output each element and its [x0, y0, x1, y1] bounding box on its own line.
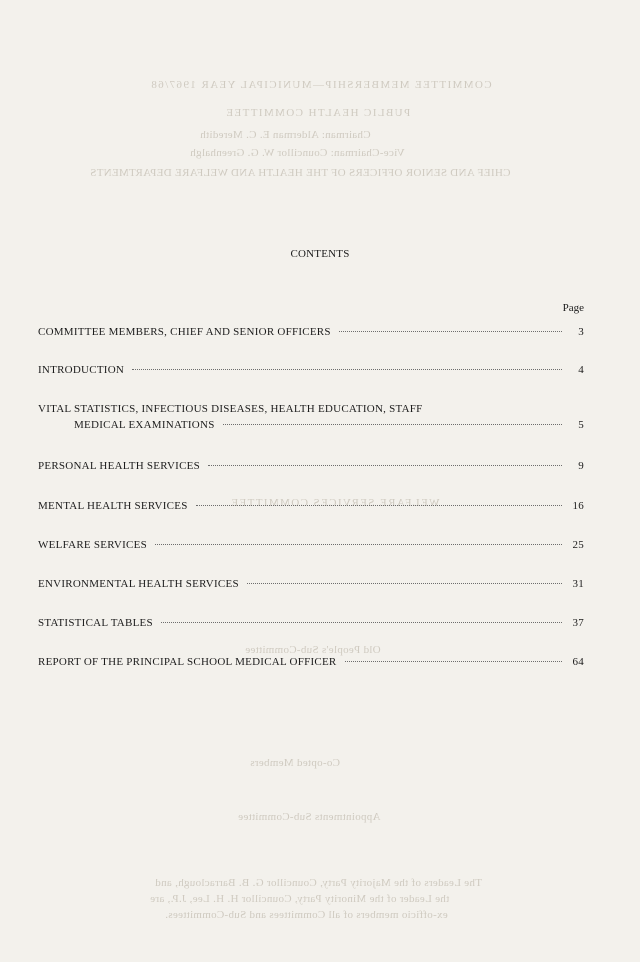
dot-leader	[196, 505, 562, 506]
toc-entry-label: INTRODUCTION	[38, 364, 125, 376]
ghost-line: Chairman: Alderman E. C. Meredith	[200, 129, 371, 141]
ghost-line: Appointments Sub-Committee	[238, 811, 381, 823]
toc-entry	[38, 656, 584, 668]
toc-entry-page: 5	[578, 419, 584, 431]
toc-entry-label: ENVIRONMENTAL HEALTH SERVICES	[38, 578, 239, 590]
toc-entry-label-line2: MEDICAL EXAMINATIONS	[74, 419, 215, 431]
toc-entry-label: MENTAL HEALTH SERVICES	[38, 500, 188, 512]
toc-entry-page: 16	[572, 500, 584, 512]
dot-leader	[155, 544, 562, 545]
toc-entry-page: 9	[578, 460, 584, 472]
toc-entry-label: WELFARE SERVICES	[38, 539, 147, 551]
ghost-line: The Leaders of the Majority Party, Councillor G. B. Barraclough, and	[155, 877, 482, 889]
toc-entry-page: 37	[572, 617, 584, 629]
ghost-line: the Leader of the Minority Party, Councillor H. H. Lee, J.P., are	[150, 893, 450, 905]
ghost-line: Co-opted Members	[250, 757, 341, 769]
toc-entry	[38, 497, 584, 512]
toc-entry	[38, 326, 584, 338]
toc-entry-label: PERSONAL HEALTH SERVICES	[38, 460, 200, 472]
toc-entry-label: STATISTICAL TABLES	[38, 617, 153, 629]
dot-leader	[132, 369, 562, 370]
dot-leader	[223, 424, 562, 425]
toc-entry	[38, 578, 584, 590]
ghost-line: WELFARE SERVICES COMMITTEE	[230, 497, 440, 509]
dot-leader	[339, 331, 562, 332]
toc-entry	[38, 364, 584, 376]
ghost-line: CHIEF AND SENIOR OFFICERS OF THE HEALTH AND WELFARE DEPARTMENTS	[90, 167, 511, 179]
ghost-line: Old People's Sub-Committee	[245, 644, 381, 656]
toc-entry-label: COMMITTEE MEMBERS, CHIEF AND SENIOR OFFICERS	[38, 326, 331, 338]
page-title: CONTENTS	[290, 248, 350, 260]
page-column-heading: Page	[562, 302, 584, 314]
toc-entry-page: 64	[572, 656, 584, 668]
ghost-line: COMMITTEE MEMBERSHIP—MUNICIPAL YEAR 1967/68	[150, 79, 492, 91]
toc-entry	[38, 617, 584, 629]
toc-entry-label: REPORT OF THE PRINCIPAL SCHOOL MEDICAL OFFICER	[38, 656, 337, 668]
toc-entry-label-line1: VITAL STATISTICS, INFECTIOUS DISEASES, HEALTH EDUCATION, STAFF	[38, 403, 423, 415]
toc-entry-page: 31	[572, 578, 584, 590]
toc-entry-page: 25	[572, 539, 584, 551]
toc-entry	[38, 403, 584, 431]
dot-leader	[247, 583, 562, 584]
toc-entry	[38, 460, 584, 472]
dot-leader	[161, 622, 562, 623]
ghost-line: Vice-Chairman: Councillor W. G. Greenhalgh	[190, 147, 405, 159]
toc-entry-page: 4	[578, 364, 584, 376]
toc-entry-page: 3	[578, 326, 584, 338]
ghost-line: ex-officio members of all Committees and Sub-Committees.	[165, 909, 448, 921]
toc-entry	[38, 539, 584, 551]
dot-leader	[208, 465, 562, 466]
dot-leader	[345, 661, 562, 662]
ghost-line: PUBLIC HEALTH COMMITTEE	[225, 107, 411, 119]
